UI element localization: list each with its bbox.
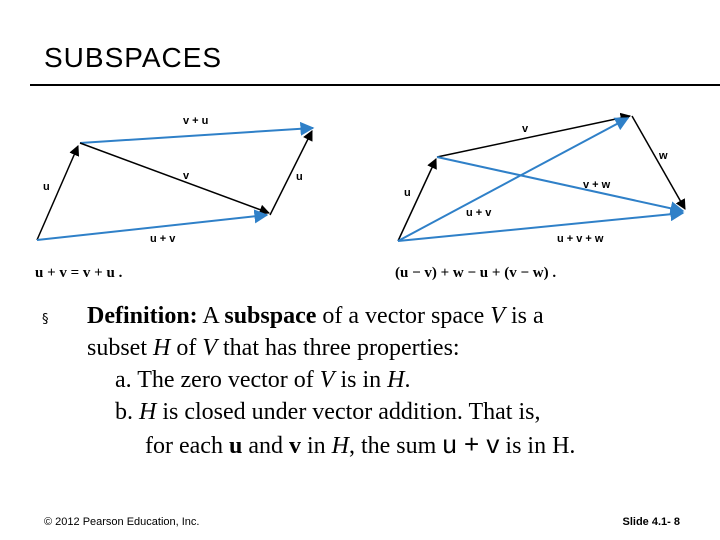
definition-line-2 bbox=[87, 332, 697, 364]
left-vector-u-right bbox=[270, 131, 312, 215]
text-run: b. bbox=[115, 399, 139, 425]
right-label-v: v bbox=[522, 123, 529, 135]
symbol-V: V bbox=[490, 303, 505, 329]
sum-expression: u + v bbox=[442, 429, 500, 459]
left-vector-u-left bbox=[37, 146, 78, 240]
text-run: is in bbox=[334, 367, 388, 393]
text-run: of bbox=[170, 335, 203, 361]
text-run: . bbox=[404, 367, 411, 393]
left-label-v-plus-u: v + u bbox=[183, 115, 209, 127]
text-run: is closed under vector addition. That is, bbox=[156, 399, 541, 425]
text-run: a. The zero vector of bbox=[115, 367, 320, 393]
right-label-u: u bbox=[404, 187, 411, 199]
left-vector-v-diagonal bbox=[80, 143, 269, 213]
text-run: subset bbox=[87, 335, 153, 361]
right-label-u-plus-v-plus-w: u + v + w bbox=[557, 233, 604, 245]
property-b bbox=[87, 396, 697, 428]
left-label-u-right: u bbox=[296, 171, 303, 183]
vector-addition-figure bbox=[0, 90, 720, 290]
symbol-H: H bbox=[153, 335, 171, 361]
definition-text bbox=[87, 300, 697, 462]
symbol-u: u bbox=[228, 433, 243, 459]
left-diagram bbox=[35, 115, 313, 281]
left-label-v: v bbox=[183, 170, 190, 182]
property-b-continued bbox=[87, 428, 697, 462]
right-vector-u bbox=[398, 159, 436, 241]
left-label-u: u bbox=[43, 181, 50, 193]
text-run: and bbox=[242, 433, 289, 459]
symbol-H: H bbox=[387, 367, 405, 393]
text-run: , the sum bbox=[348, 433, 437, 459]
right-equation: (u − v) + w − u + (v − w) . bbox=[395, 265, 557, 281]
slide-title: SUBSPACES bbox=[44, 42, 223, 73]
right-label-v-plus-w: v + w bbox=[583, 179, 611, 191]
right-vector-v bbox=[437, 116, 630, 157]
slide-number: Slide 4.1- 8 bbox=[622, 516, 680, 528]
text-run: is a bbox=[504, 303, 544, 329]
left-vector-v-plus-u bbox=[80, 128, 313, 143]
right-vector-w bbox=[632, 116, 685, 209]
copyright-notice: © 2012 Pearson Education, Inc. bbox=[44, 516, 200, 528]
definition-line-1 bbox=[87, 300, 697, 332]
text-run: for each bbox=[145, 433, 229, 459]
symbol-V: V bbox=[202, 335, 218, 361]
right-vector-v-plus-w bbox=[437, 157, 683, 211]
bullet-marker: § bbox=[42, 312, 49, 327]
text-run: is in H. bbox=[499, 433, 576, 459]
left-label-u-plus-v: u + v bbox=[150, 233, 176, 245]
text-run: in bbox=[300, 433, 332, 459]
text-run: that has three properties: bbox=[217, 335, 460, 361]
term-subspace: subspace bbox=[224, 303, 317, 329]
left-equation: u + v = v + u . bbox=[35, 265, 123, 281]
symbol-H: H bbox=[331, 433, 349, 459]
symbol-v: v bbox=[288, 433, 301, 459]
text-run: of a vector space bbox=[316, 303, 491, 329]
definition-label: Definition: bbox=[87, 303, 198, 329]
right-label-u-plus-v: u + v bbox=[466, 207, 492, 219]
text-run: A bbox=[197, 303, 225, 329]
right-diagram bbox=[395, 116, 685, 281]
symbol-H: H bbox=[139, 399, 157, 425]
symbol-V: V bbox=[319, 367, 335, 393]
property-a bbox=[87, 364, 697, 396]
right-label-w: w bbox=[659, 150, 668, 162]
title-divider bbox=[30, 84, 720, 86]
